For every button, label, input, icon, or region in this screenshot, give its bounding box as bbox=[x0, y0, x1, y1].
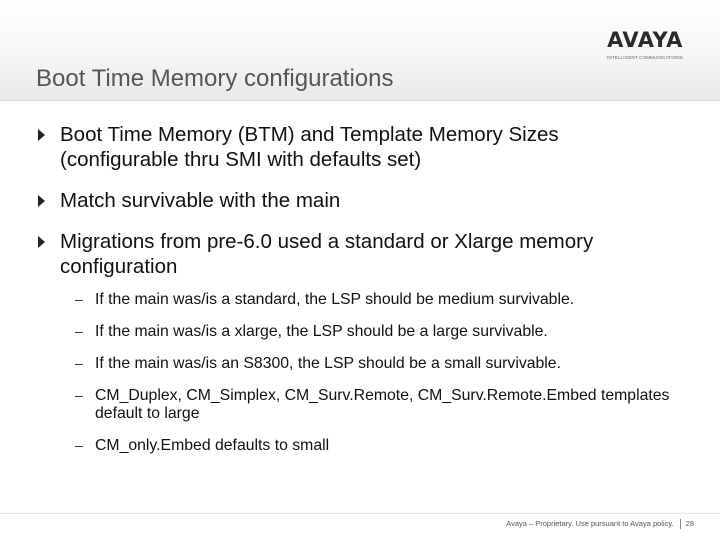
bullet-item bbox=[38, 229, 678, 279]
logo-wordmark: AVAYA bbox=[607, 28, 683, 52]
footer-separator bbox=[680, 519, 681, 529]
arrow-bullet-icon bbox=[38, 129, 45, 141]
bullet-text: Match survivable with the main bbox=[60, 189, 341, 212]
dash-bullet-icon bbox=[75, 364, 83, 365]
bullet-text: Migrations from pre-6.0 used a standard or Xlarge memory configuration bbox=[60, 230, 594, 278]
slide-content bbox=[38, 122, 678, 469]
sub-bullet-item bbox=[38, 387, 678, 423]
sub-bullet-item bbox=[38, 291, 678, 309]
bullet-item bbox=[38, 122, 678, 172]
footer bbox=[506, 519, 694, 529]
sub-bullet-list bbox=[38, 291, 678, 455]
bullet-text: Boot Time Memory (BTM) and Template Memory Sizes (configurable thru SMI with defaults set) bbox=[60, 123, 559, 171]
sub-bullet-item bbox=[38, 323, 678, 341]
dash-bullet-icon bbox=[75, 332, 83, 333]
slide-title: Boot Time Memory configurations bbox=[36, 65, 394, 92]
header-divider bbox=[0, 100, 720, 101]
dash-bullet-icon bbox=[75, 300, 83, 301]
sub-bullet-text: CM_only.Embed defaults to small bbox=[95, 437, 330, 454]
footer-divider bbox=[0, 513, 720, 514]
avaya-logo bbox=[604, 28, 686, 60]
sub-bullet-text: CM_Duplex, CM_Simplex, CM_Surv.Remote, CM_Surv.Remote.Embed templates default to large bbox=[95, 387, 670, 422]
dash-bullet-icon bbox=[75, 446, 83, 447]
sub-bullet-text: If the main was/is a standard, the LSP should be medium survivable. bbox=[95, 291, 575, 308]
bullet-item bbox=[38, 188, 678, 213]
logo-tagline: INTELLIGENT COMMUNICATIONS bbox=[607, 55, 683, 60]
footer-notice: Avaya – Proprietary. Use pursuant to Avaya policy. bbox=[506, 519, 674, 528]
arrow-bullet-icon bbox=[38, 236, 45, 248]
dash-bullet-icon bbox=[75, 396, 83, 397]
arrow-bullet-icon bbox=[38, 195, 45, 207]
sub-bullet-item bbox=[38, 355, 678, 373]
sub-bullet-text: If the main was/is an S8300, the LSP should be a small survivable. bbox=[95, 355, 561, 372]
page-number: 28 bbox=[685, 519, 694, 528]
sub-bullet-text: If the main was/is a xlarge, the LSP should be a large survivable. bbox=[95, 323, 548, 340]
sub-bullet-item bbox=[38, 437, 678, 455]
